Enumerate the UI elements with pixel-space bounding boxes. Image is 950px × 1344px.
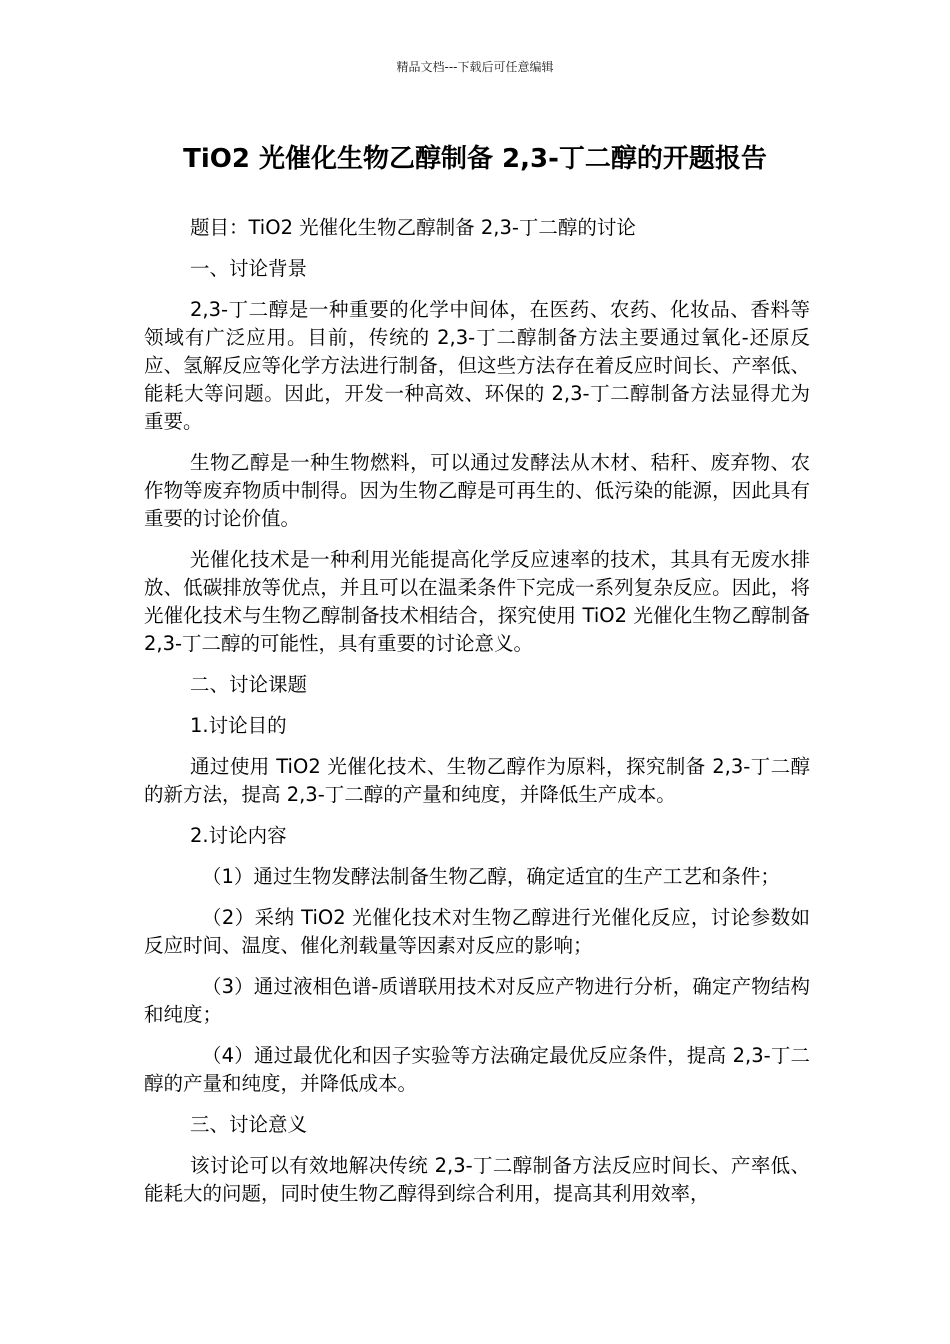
content-item-1: （1）通过生物发酵法制备生物乙醇，确定适宜的生产工艺和条件； — [202, 865, 780, 888]
document-body — [144, 214, 810, 1221]
subheading-purpose: 1.讨论目的 — [190, 714, 287, 737]
paragraph-purpose: 通过使用 TiO2 光催化技术、生物乙醇作为原料，探究制备 2,3-丁二醇的新方法，提高 2,3-丁二醇的产量和纯度，并降低生产成本。 — [144, 755, 810, 806]
paragraph-background-3: 光催化技术是一种利用光能提高化学反应速率的技术，其具有无废水排放、低碳排放等优点，并且可以在温柔条件下完成一系列复杂反应。因此，将光催化技术与生物乙醇制备技术相结合，探究使用 TiO2 光催化生物乙醇制备 2,3-丁二醇的可能性，具有重要的讨论意义。 — [144, 548, 810, 655]
section-heading-topic: 二、讨论课题 — [190, 673, 308, 696]
document-title: TiO2 光催化生物乙醇制备 2,3-丁二醇的开题报告 — [183, 144, 767, 174]
section-heading-background: 一、讨论背景 — [190, 257, 308, 280]
content-item-3: （3）通过液相色谱-质谱联用技术对反应产物进行分析，确定产物结构和纯度； — [144, 975, 810, 1026]
subheading-content: 2.讨论内容 — [190, 824, 287, 847]
content-item-2: （2）采纳 TiO2 光催化技术对生物乙醇进行光催化反应，讨论参数如反应时间、温度、催化剂载量等因素对反应的影响； — [144, 906, 810, 957]
topic-line: 题目：TiO2 光催化生物乙醇制备 2,3-丁二醇的讨论 — [190, 216, 636, 239]
section-heading-significance: 三、讨论意义 — [190, 1113, 308, 1136]
content-item-4: （4）通过最优化和因子实验等方法确定最优反应条件，提高 2,3-丁二醇的产量和纯度，并降低成本。 — [144, 1044, 810, 1095]
paragraph-significance: 该讨论可以有效地解决传统 2,3-丁二醇制备方法反应时间长、产率低、能耗大的问题，同时使生物乙醇得到综合利用，提高其利用效率， — [144, 1154, 810, 1205]
header-note: 精品文档---下载后可任意编辑 — [396, 60, 554, 74]
paragraph-background-2: 生物乙醇是一种生物燃料，可以通过发酵法从木材、秸秆、废弃物、农作物等废弃物质中制得。因为生物乙醇是可再生的、低污染的能源，因此具有重要的讨论价值。 — [144, 451, 810, 530]
paragraph-background-1: 2,3-丁二醇是一种重要的化学中间体，在医药、农药、化妆品、香料等领域有广泛应用。目前，传统的 2,3-丁二醇制备方法主要通过氧化-还原反应、氢解反应等化学方法进行制备，但这些方法存在着反应时间长、产率低、能耗大等问题。因此，开发一种高效、环保的 2,3-丁二醇制备方法显得尤为重要。 — [144, 298, 810, 433]
